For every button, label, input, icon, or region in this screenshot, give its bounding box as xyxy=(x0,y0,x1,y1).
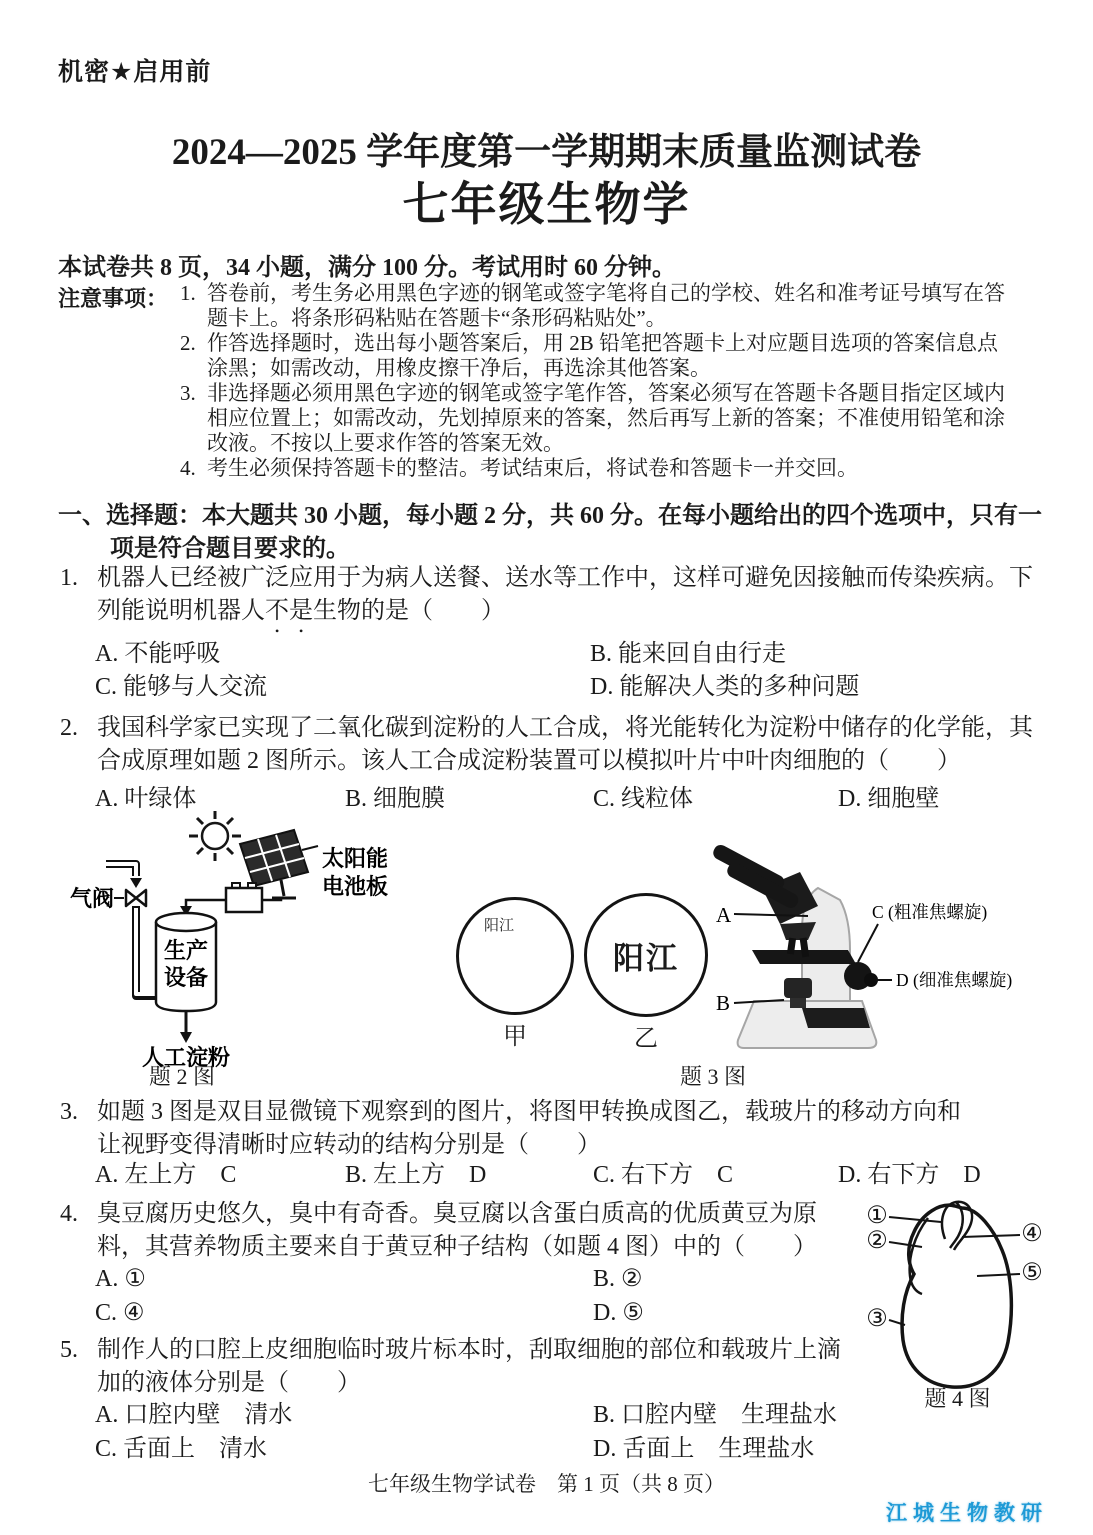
microscope-part-a-label: A xyxy=(716,903,732,927)
stem-text: 生物的是（ ） xyxy=(313,598,505,624)
output-arrowhead xyxy=(180,1032,192,1043)
notice-label: 注意事项： xyxy=(58,286,169,311)
question-stem xyxy=(97,562,1042,638)
question-2 xyxy=(60,712,1042,778)
seed-label-1: ① xyxy=(866,1203,888,1229)
microscope-part-d-label: D (细准焦螺旋) xyxy=(896,970,1013,990)
microscope-part-b-label: B xyxy=(716,991,731,1015)
fine-focus-knob xyxy=(864,973,878,987)
option-4a: A. ① xyxy=(95,1266,146,1292)
seed-label-2: ② xyxy=(866,1228,888,1254)
notice-item-number: 2. xyxy=(180,331,196,355)
question-number: 1. xyxy=(60,565,78,591)
notice-block xyxy=(58,281,1007,481)
circle-jia-label: 甲 xyxy=(503,1024,527,1050)
notice-item-text: 非选择题必须用黑色字迹的钢笔或签字笔作答，答案必须写在答题卡各题目指定区域内相应位置上；如需改动，先划掉原来的答案，然后再写上新的答案；不准使用铅笔和涂改液。不按以上要求作答的答案无效。 xyxy=(207,381,1005,455)
solar-panel-label-line1: 太阳能 xyxy=(322,846,389,871)
microscope-part-c-label: C (粗准焦螺旋) xyxy=(872,902,988,922)
gas-valve-label: 气阀 xyxy=(70,886,115,911)
option-3a: A. 左上方 C xyxy=(95,1162,237,1188)
option-3b: B. 左上方 D xyxy=(345,1162,487,1188)
option-5d: D. 舌面上 生理盐水 xyxy=(593,1436,815,1462)
option-1c: C. 能够与人交流 xyxy=(95,674,268,700)
option-1b: B. 能来回自由行走 xyxy=(590,641,787,667)
notice-item-text: 考生必须保持答题卡的整洁。考试结束后，将试卷和答题卡一并交回。 xyxy=(207,456,858,480)
seed-diagram xyxy=(850,1192,1065,1392)
inlet-arrowhead xyxy=(130,878,142,888)
option-2b: B. 细胞膜 xyxy=(345,786,446,812)
view-circle-yi-text: 阳江 xyxy=(613,940,679,976)
artificial-starch-label: 人工淀粉 xyxy=(141,1045,231,1070)
figure-2-caption: 题 2 图 xyxy=(148,1064,215,1089)
lamp-foot xyxy=(790,998,806,1008)
question-number: 4. xyxy=(60,1201,78,1227)
condenser-lamp xyxy=(784,978,812,998)
question-number: 5. xyxy=(60,1337,78,1363)
view-circle-jia xyxy=(456,897,574,1015)
notice-item-number: 4. xyxy=(180,456,196,480)
question-stem: 如题 3 图是双目显微镜下观察到的图片，将图甲转换成图乙，载玻片的移动方向和让视野变得清晰时应转动的结构分别是（ ） xyxy=(97,1099,961,1158)
section-header xyxy=(58,500,1048,566)
sun-icon xyxy=(189,811,241,861)
exam-title: 2024—2025 学年度第一学期期末质量监测试卷 xyxy=(171,132,922,173)
option-4d: D. ⑤ xyxy=(593,1300,644,1326)
notice-item xyxy=(180,331,1007,381)
question-4 xyxy=(60,1198,842,1264)
seed-label-5: ⑤ xyxy=(1021,1260,1043,1286)
solar-panel-label-line2: 电池板 xyxy=(322,874,389,899)
option-2c: C. 线粒体 xyxy=(593,786,694,812)
page-footer: 七年级生物学试卷 第 1 页（共 8 页） xyxy=(368,1472,725,1496)
notice-item-number: 1. xyxy=(180,281,196,305)
tank-label-line1: 生产 xyxy=(163,938,209,963)
option-3d: D. 右下方 D xyxy=(838,1162,981,1188)
notice-items xyxy=(180,281,1007,481)
option-5b: B. 口腔内壁 生理盐水 xyxy=(593,1402,838,1428)
notice-item xyxy=(180,281,1007,331)
circle-yi-label: 乙 xyxy=(634,1026,658,1052)
notice-item-text: 答卷前，考生务必用黑色字迹的钢笔或签字笔将自己的学校、姓名和准考证号填写在答题卡上。将条形码粘贴在答题卡“条形码粘贴处”。 xyxy=(207,281,1005,330)
view-circle-yi xyxy=(584,893,708,1017)
question-1 xyxy=(60,562,1042,638)
figure-3-caption: 题 3 图 xyxy=(679,1064,746,1089)
battery-icon xyxy=(226,883,262,912)
watermark: 江城生物教研 xyxy=(886,1502,1048,1525)
notice-item-text: 作答选择题时，选出每小题答案后，用 2B 铅笔把答题卡上对应题目选项的答案信息点涂黑；如需改动，用橡皮擦干净后，再选涂其他答案。 xyxy=(207,331,999,380)
option-1d: D. 能解决人类的多种问题 xyxy=(590,674,860,700)
option-5a: A. 口腔内壁 清水 xyxy=(95,1402,293,1428)
inlet-pipe xyxy=(106,864,136,876)
section-lead: 一、 xyxy=(58,503,106,529)
stem-text: 机器人已经被广泛应用于为病人送餐、送水等工作中，这样可避免因接触而传染疾病。下列能说明机器人 xyxy=(97,565,1033,624)
figure-4-caption: 题 4 图 xyxy=(924,1386,991,1411)
solar-label-leader xyxy=(302,846,318,850)
option-2d: D. 细胞壁 xyxy=(838,786,940,812)
option-4c: C. ④ xyxy=(95,1300,145,1326)
base-inset xyxy=(802,1008,870,1028)
question-number: 3. xyxy=(60,1099,78,1125)
exam-subtitle: 七年级生物学 xyxy=(402,178,691,230)
notice-item xyxy=(180,381,1007,456)
question-stem: 我国科学家已实现了二氧化碳到淀粉的人工合成，将光能转化为淀粉中储存的化学能，其合成原理如题 2 图所示。该人工合成淀粉装置可以模拟叶片中叶肉细胞的（ ） xyxy=(97,715,1033,774)
seed-label-3: ③ xyxy=(866,1306,888,1332)
notice-item-number: 3. xyxy=(180,381,196,405)
option-4b: B. ② xyxy=(593,1266,643,1292)
stem-emphasized-text: 不是 xyxy=(265,598,313,624)
down-pipe xyxy=(136,906,156,996)
section-title: 选择题：本大题共 30 小题，每小题 2 分，共 60 分。在每小题给出的四个选项中，只有一项是符合题目要求的。 xyxy=(106,503,1042,562)
option-2a: A. 叶绿体 xyxy=(95,786,197,812)
notice-item xyxy=(180,456,1007,481)
option-5c: C. 舌面上 清水 xyxy=(95,1436,268,1462)
gas-valve-icon xyxy=(126,890,146,906)
label-c-leader xyxy=(858,924,878,962)
figure-2-diagram xyxy=(50,806,430,1096)
view-circle-jia-text: 阳江 xyxy=(484,918,515,934)
question-5 xyxy=(60,1334,842,1400)
confidential-label: 机密★启用前 xyxy=(58,58,212,86)
question-3 xyxy=(60,1096,977,1162)
option-3c: C. 右下方 C xyxy=(593,1162,734,1188)
microscope-image xyxy=(700,838,1030,1068)
seed-label-4: ④ xyxy=(1021,1221,1043,1247)
paper-info: 本试卷共 8 页，34 小题，满分 100 分。考试用时 60 分钟。 xyxy=(58,255,676,281)
question-number: 2. xyxy=(60,715,78,741)
question-stem: 制作人的口腔上皮细胞临时玻片标本时，刮取细胞的部位和载玻片上滴加的液体分别是（ ） xyxy=(97,1337,841,1396)
question-stem: 臭豆腐历史悠久，臭中有奇香。臭豆腐以含蛋白质高的优质黄豆为原料，其营养物质主要来自于黄豆种子结构（如题 4 图）中的（ ） xyxy=(97,1201,817,1260)
option-1a: A. 不能呼吸 xyxy=(95,641,221,667)
tank-label-line2: 设备 xyxy=(163,965,209,990)
